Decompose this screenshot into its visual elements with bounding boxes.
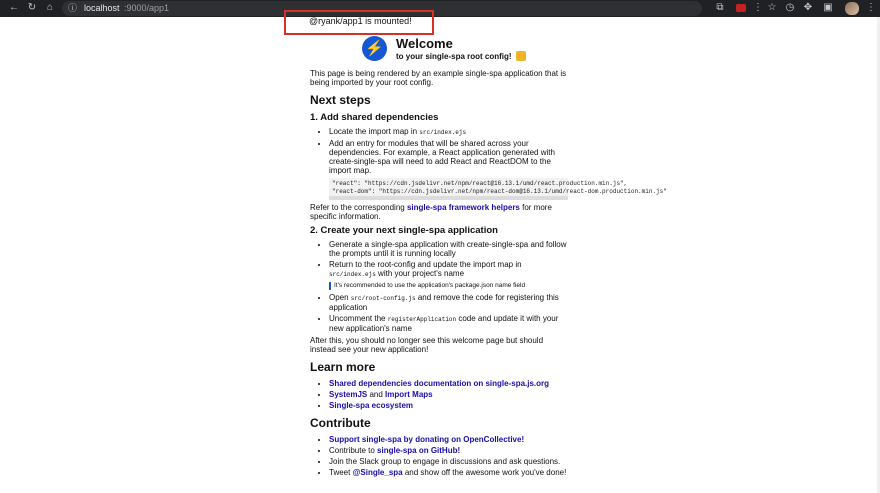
step2-heading: 2. Create your next single-spa application bbox=[310, 225, 498, 236]
item-text: and remove the code for registering this application bbox=[329, 293, 559, 312]
step1-list bbox=[329, 127, 570, 175]
list-item bbox=[329, 446, 570, 455]
bookmark-star-icon[interactable]: ☆ bbox=[767, 2, 777, 13]
import-map-code-block[interactable] bbox=[329, 178, 667, 200]
refer-text bbox=[310, 203, 570, 221]
item-text: code and update it with your new application's name bbox=[329, 314, 559, 333]
step1-heading: 1. Add shared dependencies bbox=[310, 112, 439, 123]
list-item bbox=[329, 127, 570, 137]
refer-before: Refer to the corresponding bbox=[310, 203, 407, 212]
code-scrollbar[interactable] bbox=[329, 196, 568, 200]
item-text: and show off the awesome work you've done! bbox=[402, 468, 567, 477]
more-icon[interactable]: ⋮ bbox=[753, 2, 763, 13]
list-item bbox=[329, 314, 570, 333]
site-info-icon[interactable]: ⓘ bbox=[68, 3, 78, 13]
item-text: Uncomment the bbox=[329, 314, 388, 323]
after-text: After this, you should no longer see this welcome page but should instead see your new application! bbox=[310, 336, 544, 354]
extension-icon[interactable] bbox=[736, 4, 746, 12]
shared-deps-docs-link[interactable]: Shared dependencies documentation on single-spa.js.org bbox=[329, 379, 550, 388]
next-steps-heading: Next steps bbox=[310, 93, 371, 107]
list-item: • Join the Slack group to engage in discussions and ask questions. bbox=[329, 457, 570, 466]
inline-code: src/index.ejs bbox=[329, 271, 376, 278]
list-item bbox=[329, 293, 570, 312]
framework-helpers-link[interactable]: single-spa framework helpers bbox=[406, 203, 520, 212]
twitter-link[interactable]: @Single_spa bbox=[352, 468, 403, 477]
home-icon[interactable]: ⌂ bbox=[46, 2, 54, 13]
list-item bbox=[329, 401, 570, 410]
step2-list bbox=[329, 240, 570, 279]
inline-code: src/root-config.js bbox=[350, 295, 416, 302]
package-name-note: It's recommended to use the application's package.json name field bbox=[329, 282, 570, 290]
mounted-message: @ryank/app1 is mounted! bbox=[309, 16, 412, 26]
contribute-heading: Contribute bbox=[310, 416, 371, 430]
ecosystem-link[interactable]: Single-spa ecosystem bbox=[329, 401, 414, 410]
list-item bbox=[329, 379, 570, 388]
learn-more-list bbox=[329, 379, 570, 410]
page-subtitle bbox=[396, 51, 526, 61]
contribute-list bbox=[329, 435, 570, 477]
code-line: "react-dom": "https://cdn.jsdelivr.net/npm/react-dom@16.13.1/umd/react-dom.production.min.js" bbox=[332, 188, 667, 195]
step2-list-continued bbox=[329, 293, 570, 333]
list-item bbox=[329, 468, 570, 477]
item-text: Locate the import map in bbox=[329, 127, 420, 136]
import-maps-link[interactable]: Import Maps bbox=[385, 390, 433, 399]
list-item bbox=[329, 260, 570, 279]
subtitle-text: to your single-spa root config! bbox=[396, 52, 512, 61]
item-text: Return to the root-config and update the import map in bbox=[329, 260, 522, 269]
item-text: Contribute to bbox=[329, 446, 378, 455]
url-host: localhost bbox=[84, 3, 120, 13]
item-text: Open bbox=[329, 293, 351, 302]
item-text: with your project's name bbox=[375, 269, 465, 278]
intro-text: This page is being rendered by an example single-spa application that is being imported by your root config. bbox=[310, 69, 567, 87]
item-text: Tweet bbox=[329, 468, 353, 477]
list-item: • Generate a single-spa application with create-single-spa and follow the prompts until it is running locally bbox=[329, 240, 570, 258]
list-item: • Add an entry for modules that will be shared across your dependencies. For example, a React application generated with create-single-spa will need to add React and ReactDOM to the import map. bbox=[329, 139, 570, 175]
inline-code: registerApplication bbox=[387, 316, 457, 323]
main-content bbox=[310, 69, 667, 480]
browser-toolbar bbox=[0, 0, 880, 17]
page-title: Welcome bbox=[396, 36, 453, 51]
list-item bbox=[329, 435, 570, 444]
refer-after: for more specific information. bbox=[310, 203, 552, 221]
menu-icon[interactable]: ⋮ bbox=[866, 2, 876, 13]
back-arrow-icon[interactable]: ← bbox=[9, 2, 19, 13]
single-spa-logo: ⚡ bbox=[362, 36, 387, 61]
url-path: :9000/app1 bbox=[124, 3, 170, 13]
inline-code: src/index.ejs bbox=[419, 129, 467, 136]
party-emoji-icon bbox=[516, 51, 526, 61]
systemjs-link[interactable]: SystemJS bbox=[329, 390, 368, 399]
list-item bbox=[329, 390, 570, 399]
extensions-icon[interactable]: ✥ bbox=[803, 2, 813, 13]
split-view-icon[interactable]: ▣ bbox=[823, 2, 833, 13]
learn-more-heading: Learn more bbox=[310, 360, 376, 374]
profile-avatar[interactable] bbox=[845, 2, 859, 15]
github-link[interactable]: single-spa on GitHub! bbox=[377, 446, 461, 455]
and-text: and bbox=[367, 390, 386, 399]
code-line: "react": "https://cdn.jsdelivr.net/npm/react@16.13.1/umd/react.production.min.js", bbox=[332, 180, 628, 187]
reload-icon[interactable]: ↻ bbox=[27, 2, 37, 13]
opencollective-link[interactable]: Support single-spa by donating on OpenCollective! bbox=[329, 435, 525, 444]
translate-icon[interactable]: ⧉ bbox=[716, 2, 724, 13]
history-icon[interactable]: ◷ bbox=[785, 2, 795, 13]
